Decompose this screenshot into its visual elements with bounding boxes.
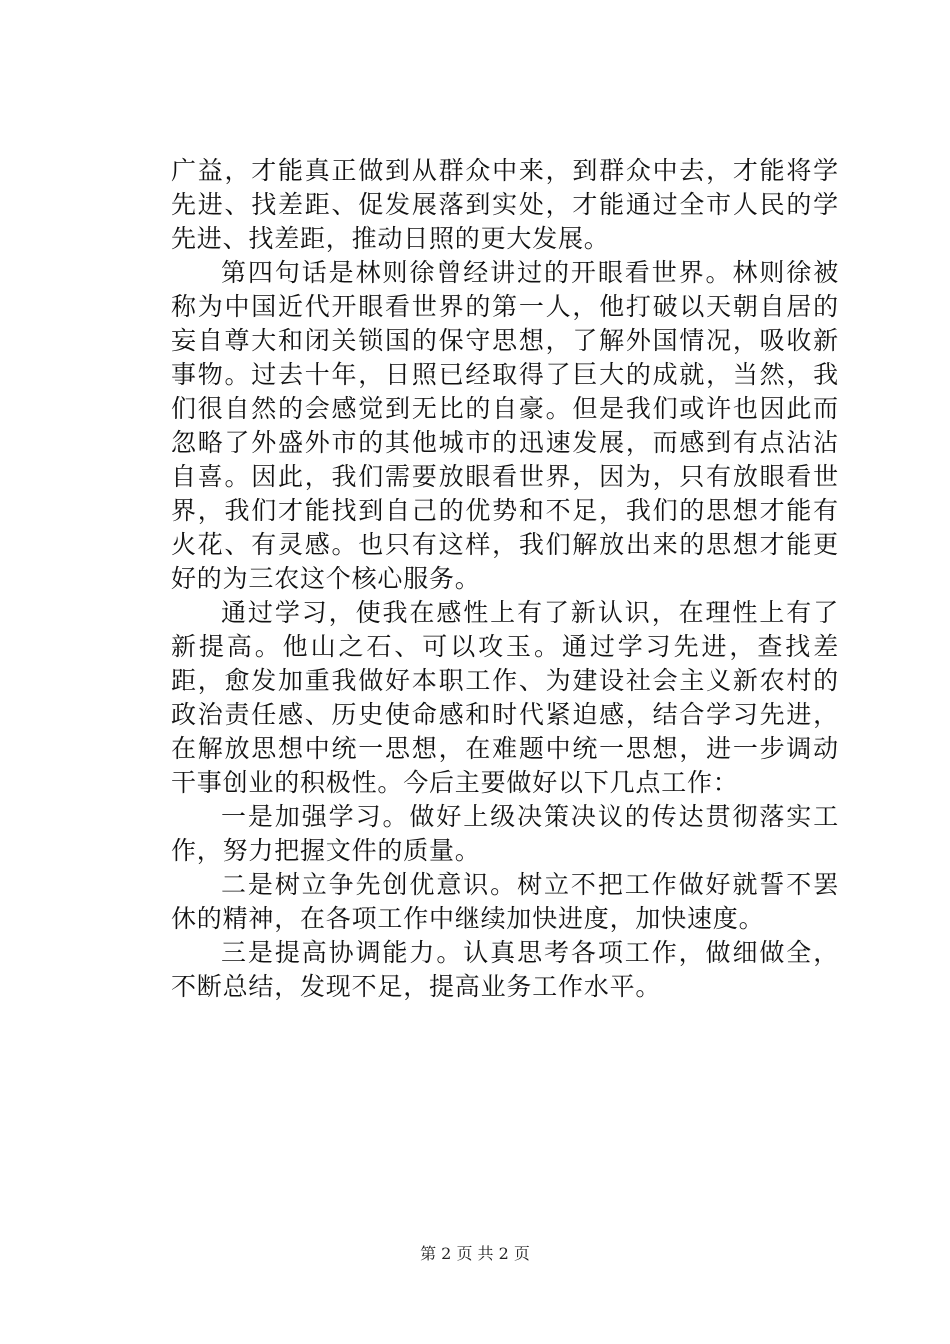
paragraph-1: 广益，才能真正做到从群众中来，到群众中去，才能将学先进、找差距、促发展落到实处，才能通过全市人民的学先进、找差距，推动日照的更大发展。 — [171, 156, 839, 253]
document-body — [171, 154, 839, 1004]
paragraph-6: 三是提高协调能力。认真思考各项工作，做细做全，不断总结，发现不足，提高业务工作水平。 — [171, 938, 839, 1001]
paragraph-2: 第四句话是林则徐曾经讲过的开眼看世界。林则徐被称为中国近代开眼看世界的第一人，他打破以天朝自居的妄自尊大和闭关锁国的保守思想，了解外国情况，吸收新事物。过去十年，日照已经取得了巨大的成就，当然，我们很自然的会感觉到无比的自豪。但是我们或许也因此而忽略了外盛外市的其他城市的迅速发展，而感到有点沾沾自喜。因此，我们需要放眼看世界，因为，只有放眼看世界，我们才能找到自己的优势和不足，我们的思想才能有火花、有灵感。也只有这样，我们解放出来的思想才能更好的为三农这个核心服务。 — [171, 258, 839, 593]
paragraph-3: 通过学习，使我在感性上有了新认识，在理性上有了新提高。他山之石、可以攻玉。通过学习先进，查找差距，愈发加重我做好本职工作、为建设社会主义新农村的政治责任感、历史使命感和时代紧迫感，结合学习先进，在解放思想中统一思想，在难题中统一思想，进一步调动干事创业的积极性。今后主要做好以下几点工作： — [171, 598, 839, 797]
paragraph-5: 二是树立争先创优意识。树立不把工作做好就誓不罢休的精神，在各项工作中继续加快进度，加快速度。 — [171, 870, 839, 933]
page-number-footer: 第 2 页 共 2 页 — [420, 1244, 530, 1263]
paragraph-4: 一是加强学习。做好上级决策决议的传达贯彻落实工作，努力把握文件的质量。 — [171, 802, 839, 865]
